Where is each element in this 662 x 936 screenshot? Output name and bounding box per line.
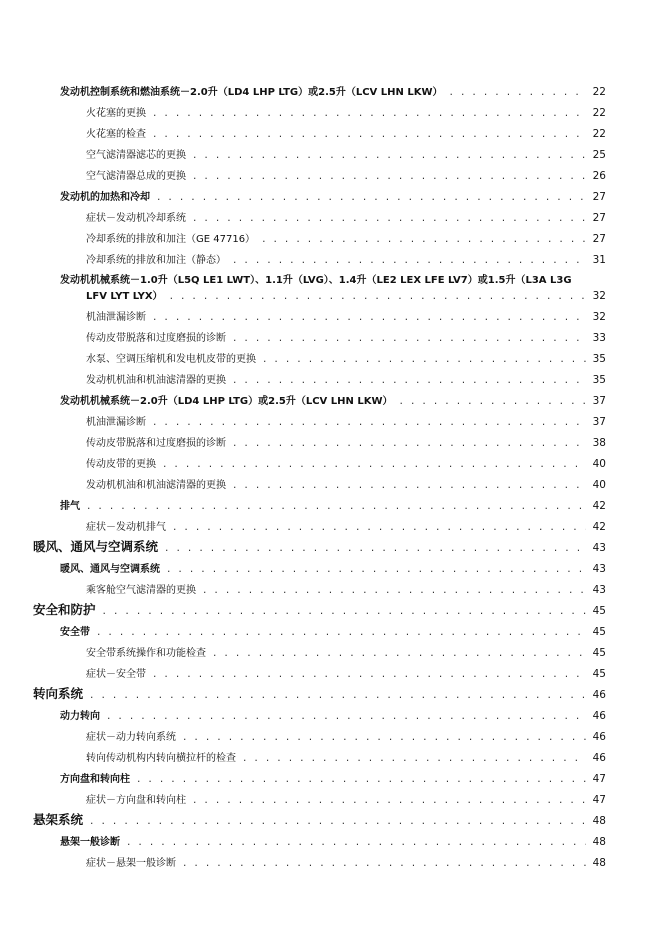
toc-section-title: 暖风、通风与空调系统 [33, 539, 159, 554]
toc-section-title: 转向系统 [33, 686, 84, 701]
toc-entry-title: 发动机控制系统和燃油系统－2.0升（LD4 LHP LTG）或2.5升（LCV LHN LKW） [60, 87, 443, 98]
toc-entry-page: 43 [592, 584, 606, 596]
dot-leader [192, 794, 586, 808]
toc-entry[interactable] [86, 169, 606, 184]
toc-entry[interactable] [86, 436, 606, 451]
toc-entry[interactable] [60, 85, 606, 100]
toc-entry[interactable] [86, 289, 606, 304]
toc-entry[interactable] [86, 373, 606, 388]
toc-entry[interactable] [86, 127, 606, 142]
dot-leader [156, 191, 586, 205]
toc-entry-page: 45 [592, 626, 606, 638]
dot-leader [242, 752, 586, 766]
toc-entry[interactable] [86, 415, 606, 430]
toc-entry-title: 冷却系统的排放和加注（静态） [86, 255, 226, 266]
toc-entry-page: 37 [592, 416, 606, 428]
toc-entry-page: 48 [592, 836, 606, 848]
toc-entry-title: 传动皮带的更换 [86, 459, 156, 470]
dot-leader [89, 813, 586, 827]
toc-entry-page: 35 [592, 374, 606, 386]
toc-entry-page: 48 [592, 857, 606, 869]
toc-entry-title: 方向盘和转向柱 [60, 774, 130, 785]
toc-entry-page: 47 [592, 773, 606, 785]
toc-entry-title: 机油泄漏诊断 [86, 312, 146, 323]
toc-section[interactable] [33, 603, 606, 618]
dot-leader [166, 563, 586, 577]
dot-leader [232, 437, 586, 451]
toc-entry-page: 46 [592, 689, 606, 701]
dot-leader [169, 290, 586, 304]
toc-entry-title: 水泵、空调压缩机和发电机皮带的更换 [86, 354, 256, 365]
toc-entry-page: 46 [592, 710, 606, 722]
toc-entry-page: 42 [592, 521, 606, 533]
toc-entry-title: 转向传动机构内转向横拉杆的检查 [86, 753, 236, 764]
toc-entry[interactable] [86, 310, 606, 325]
toc-entry-title: 症状－方向盘和转向柱 [86, 795, 186, 806]
toc-entry-page: 32 [592, 290, 606, 302]
toc-entry[interactable] [86, 667, 606, 682]
toc-entry[interactable] [86, 331, 606, 346]
toc-entry-title: 乘客舱空气滤清器的更换 [86, 585, 196, 596]
toc-entry-title: 火花塞的检查 [86, 129, 146, 140]
dot-leader [182, 731, 586, 745]
toc-entry[interactable] [86, 253, 606, 268]
dot-leader [192, 149, 586, 163]
toc-entry-title: 空气滤清器滤芯的更换 [86, 150, 186, 161]
toc-entry-title: 症状－发动机冷却系统 [86, 213, 186, 224]
toc-entry-title: 冷却系统的排放和加注（GE 47716） [86, 234, 256, 245]
dot-leader [152, 128, 586, 142]
dot-leader [86, 500, 586, 514]
toc-entry[interactable] [60, 499, 606, 514]
toc-entry-page: 27 [592, 191, 606, 203]
toc-entry[interactable] [60, 835, 606, 850]
dot-leader [96, 626, 586, 640]
toc-entry-title: LFV LYT LYX） [86, 291, 163, 302]
toc-entry-page: 45 [592, 647, 606, 659]
toc-entry-page: 45 [592, 668, 606, 680]
dot-leader [152, 668, 586, 682]
toc-entry-title: 悬架一般诊断 [60, 837, 120, 848]
dot-leader [449, 86, 586, 100]
dot-leader [192, 212, 586, 226]
toc-entry[interactable] [86, 211, 606, 226]
toc-section[interactable] [33, 813, 606, 828]
toc-entry-page: 43 [592, 563, 606, 575]
dot-leader [202, 584, 586, 598]
dot-leader [152, 416, 586, 430]
dot-leader [164, 540, 586, 554]
dot-leader [232, 479, 586, 493]
dot-leader [232, 254, 586, 268]
toc-entry-title: 安全带 [60, 627, 90, 638]
toc-entry[interactable] [86, 856, 606, 871]
dot-leader [232, 332, 586, 346]
dot-leader [232, 374, 586, 388]
toc-entry-page: 38 [592, 437, 606, 449]
dot-leader [399, 395, 586, 409]
toc-entry-title: 发动机机油和机油滤清器的更换 [86, 480, 226, 491]
toc-entry-title: 发动机机油和机油滤清器的更换 [86, 375, 226, 386]
toc-entry-title: 排气 [60, 501, 80, 512]
toc-entry[interactable] [60, 625, 606, 640]
toc-entry-page: 26 [592, 170, 606, 182]
toc-entry-page: 22 [592, 128, 606, 140]
toc-entry-title: 传动皮带脱落和过度磨损的诊断 [86, 333, 226, 344]
toc-entry-title: 传动皮带脱落和过度磨损的诊断 [86, 438, 226, 449]
toc-entry-page: 40 [592, 458, 606, 470]
toc-entry-page: 22 [592, 107, 606, 119]
toc-entry-page: 31 [592, 254, 606, 266]
toc-entry-title: 动力转向 [60, 711, 100, 722]
toc-entry[interactable] [86, 520, 606, 535]
toc-entry-page: 46 [592, 731, 606, 743]
dot-leader [192, 170, 586, 184]
toc-entry[interactable] [86, 730, 606, 745]
dot-leader [212, 647, 586, 661]
dot-leader [106, 710, 586, 724]
toc-entry-page: 25 [592, 149, 606, 161]
toc-entry-title: 安全带系统操作和功能检查 [86, 648, 206, 659]
toc-entry[interactable] [86, 751, 606, 766]
toc-entry-page: 42 [592, 500, 606, 512]
dot-leader [162, 458, 586, 472]
toc-entry-title-line1[interactable]: 发动机机械系统－1.0升（L5Q LE1 LWT）、1.1升（LVG）、1.4升（LE2 LEX LFE LV7）或1.5升（L3A L3G [60, 275, 572, 286]
dot-leader [102, 603, 586, 617]
toc-entry[interactable] [86, 583, 606, 598]
dot-leader [182, 857, 586, 871]
toc-entry-page: 27 [592, 233, 606, 245]
toc-entry[interactable] [86, 148, 606, 163]
toc-entry-page: 37 [592, 395, 606, 407]
toc-entry-page: 48 [592, 815, 606, 827]
toc-entry-title: 机油泄漏诊断 [86, 417, 146, 428]
dot-leader [152, 107, 586, 121]
toc-entry-title: 症状－安全带 [86, 669, 146, 680]
toc-entry[interactable] [60, 772, 606, 787]
dot-leader [89, 687, 586, 701]
toc-entry-page: 32 [592, 311, 606, 323]
toc-entry-page: 35 [592, 353, 606, 365]
toc-entry-title: 症状－发动机排气 [86, 522, 166, 533]
dot-leader [136, 773, 586, 787]
toc-entry-title: 发动机的加热和冷却 [60, 192, 150, 203]
dot-leader [261, 233, 586, 247]
toc-entry-page: 22 [592, 86, 606, 98]
dot-leader [172, 521, 586, 535]
dot-leader [152, 311, 586, 325]
toc-entry-title: 症状－动力转向系统 [86, 732, 176, 743]
toc-entry[interactable] [60, 190, 606, 205]
toc-entry[interactable] [86, 106, 606, 121]
dot-leader [126, 836, 586, 850]
toc-section-title: 悬架系统 [33, 812, 84, 827]
toc-entry[interactable] [60, 709, 606, 724]
toc-section-title: 安全和防护 [33, 602, 96, 617]
toc-entry-title: 暖风、通风与空调系统 [60, 564, 160, 575]
toc-section[interactable] [33, 540, 606, 555]
toc-entry[interactable] [86, 793, 606, 808]
toc-entry[interactable] [86, 352, 606, 367]
toc-entry[interactable] [60, 562, 606, 577]
toc-entry-page: 43 [592, 542, 606, 554]
toc-entry[interactable] [86, 646, 606, 661]
toc-entry[interactable] [60, 394, 606, 409]
toc-entry-page: 47 [592, 794, 606, 806]
toc-entry-page: 27 [592, 212, 606, 224]
toc-entry-title: 空气滤清器总成的更换 [86, 171, 186, 182]
toc-entry-title: 发动机机械系统－2.0升（LD4 LHP LTG）或2.5升（LCV LHN LKW） [60, 396, 393, 407]
toc-entry-page: 40 [592, 479, 606, 491]
toc-entry-page: 33 [592, 332, 606, 344]
toc-entry-title: 火花塞的更换 [86, 108, 146, 119]
dot-leader [262, 353, 586, 367]
toc-entry-page: 45 [592, 605, 606, 617]
toc-section[interactable] [33, 687, 606, 702]
toc-entry[interactable] [86, 457, 606, 472]
toc-entry-title: 症状－悬架一般诊断 [86, 858, 176, 869]
toc-entry[interactable] [86, 232, 606, 247]
toc-entry-page: 46 [592, 752, 606, 764]
toc-entry[interactable] [86, 478, 606, 493]
